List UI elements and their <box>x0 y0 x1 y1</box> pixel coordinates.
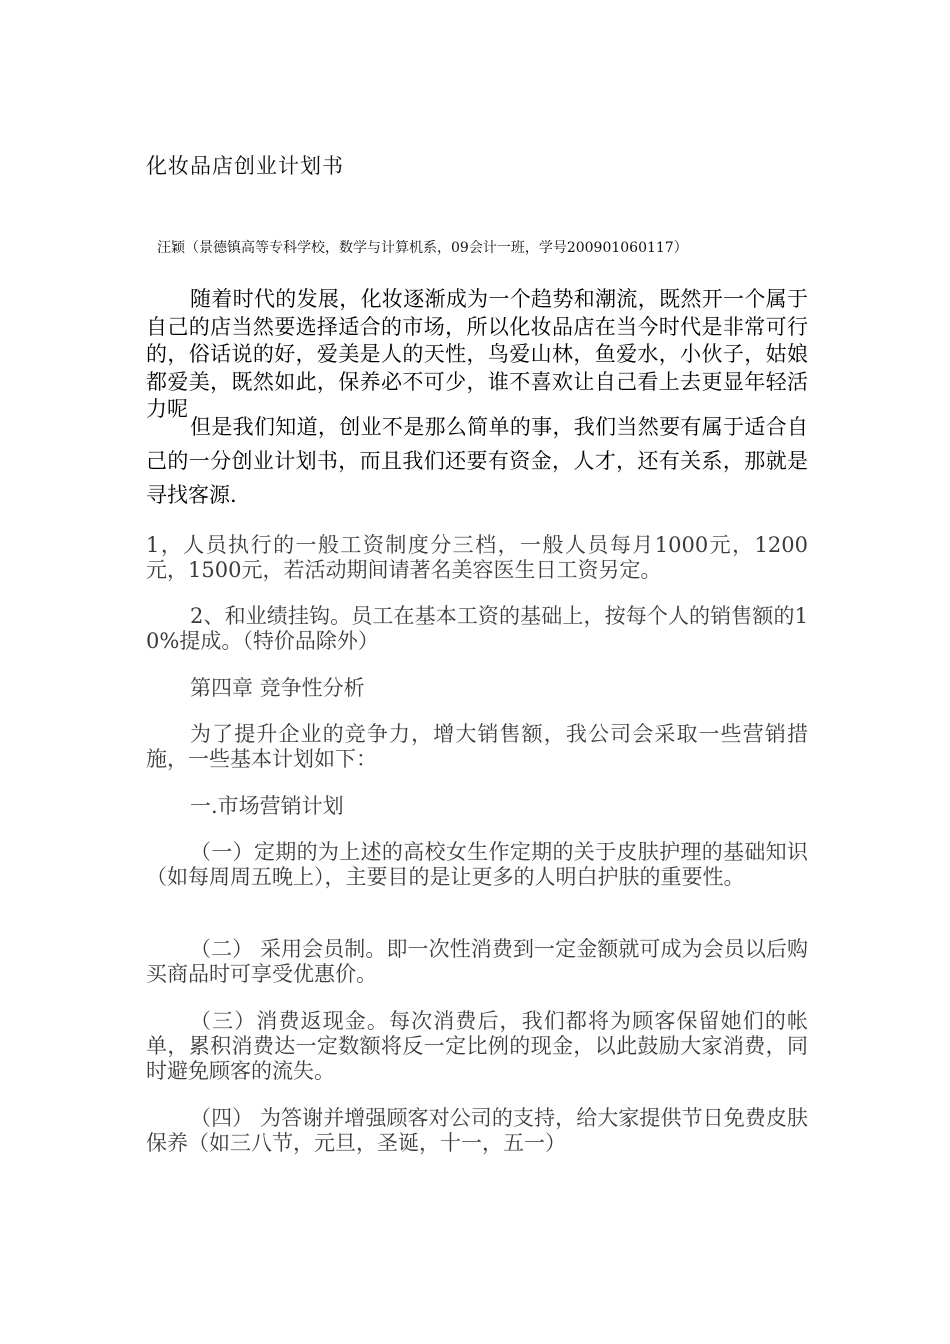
section-heading: 一.市场营销计划 <box>190 794 344 818</box>
author-line: 汪颖（景德镇高等专科学校，数学与计算机系，09会计一班，学号200901060117） <box>157 240 688 256</box>
intro-paragraph: 但是我们知道，创业不是那么简单的事，我们当然要有属于适合自己的一分创业计划书，而且我们还要有资金，人才，还有关系，那就是寻找客源. <box>146 415 808 507</box>
plan-item: （四） 为答谢并增强顾客对公司的支持，给大家提供节日免费皮肤保养（如三八节，元旦，圣诞，十一，五一） <box>146 1106 808 1155</box>
chapter-intro: 为了提升企业的竞争力，增大销售额，我公司会采取一些营销措施，一些基本计划如下： <box>146 722 808 771</box>
plan-item: （二） 采用会员制。即一次性消费到一定金额就可成为会员以后购买商品时可享受优惠价。 <box>146 937 808 986</box>
salary-item: 2、和业绩挂钩。员工在基本工资的基础上，按每个人的销售额的10%提成。（特价品除外） <box>146 604 808 653</box>
intro-paragraph: 随着时代的发展，化妆逐渐成为一个趋势和潮流，既然开一个属于自己的店当然要选择适合的市场，所以化妆品店在当今时代是非常可行的，俗话说的好，爱美是人的天性，鸟爱山林，鱼爱水，小伙子，姑娘都爱美，既然如此，保养必不可少，谁不喜欢让自己看上去更显年轻活力呢 <box>146 287 808 421</box>
plan-item: （三）消费返现金。每次消费后，我们都将为顾客保留她们的帐单，累积消费达一定数额将反一定比例的现金，以此鼓励大家消费，同时避免顾客的流失。 <box>146 1009 808 1083</box>
chapter-heading: 第四章 竞争性分析 <box>190 676 365 700</box>
salary-item: 1，人员执行的一般工资制度分三档，一般人员每月1000元，1200元，1500元，若活动期间请著名美容医生日工资另定。 <box>146 533 808 582</box>
plan-item: （一）定期的为上述的高校女生作定期的关于皮肤护理的基础知识（如每周周五晚上），主要目的是让更多的人明白护肤的重要性。 <box>146 840 808 889</box>
document-title: 化妆品店创业计划书 <box>146 154 344 178</box>
